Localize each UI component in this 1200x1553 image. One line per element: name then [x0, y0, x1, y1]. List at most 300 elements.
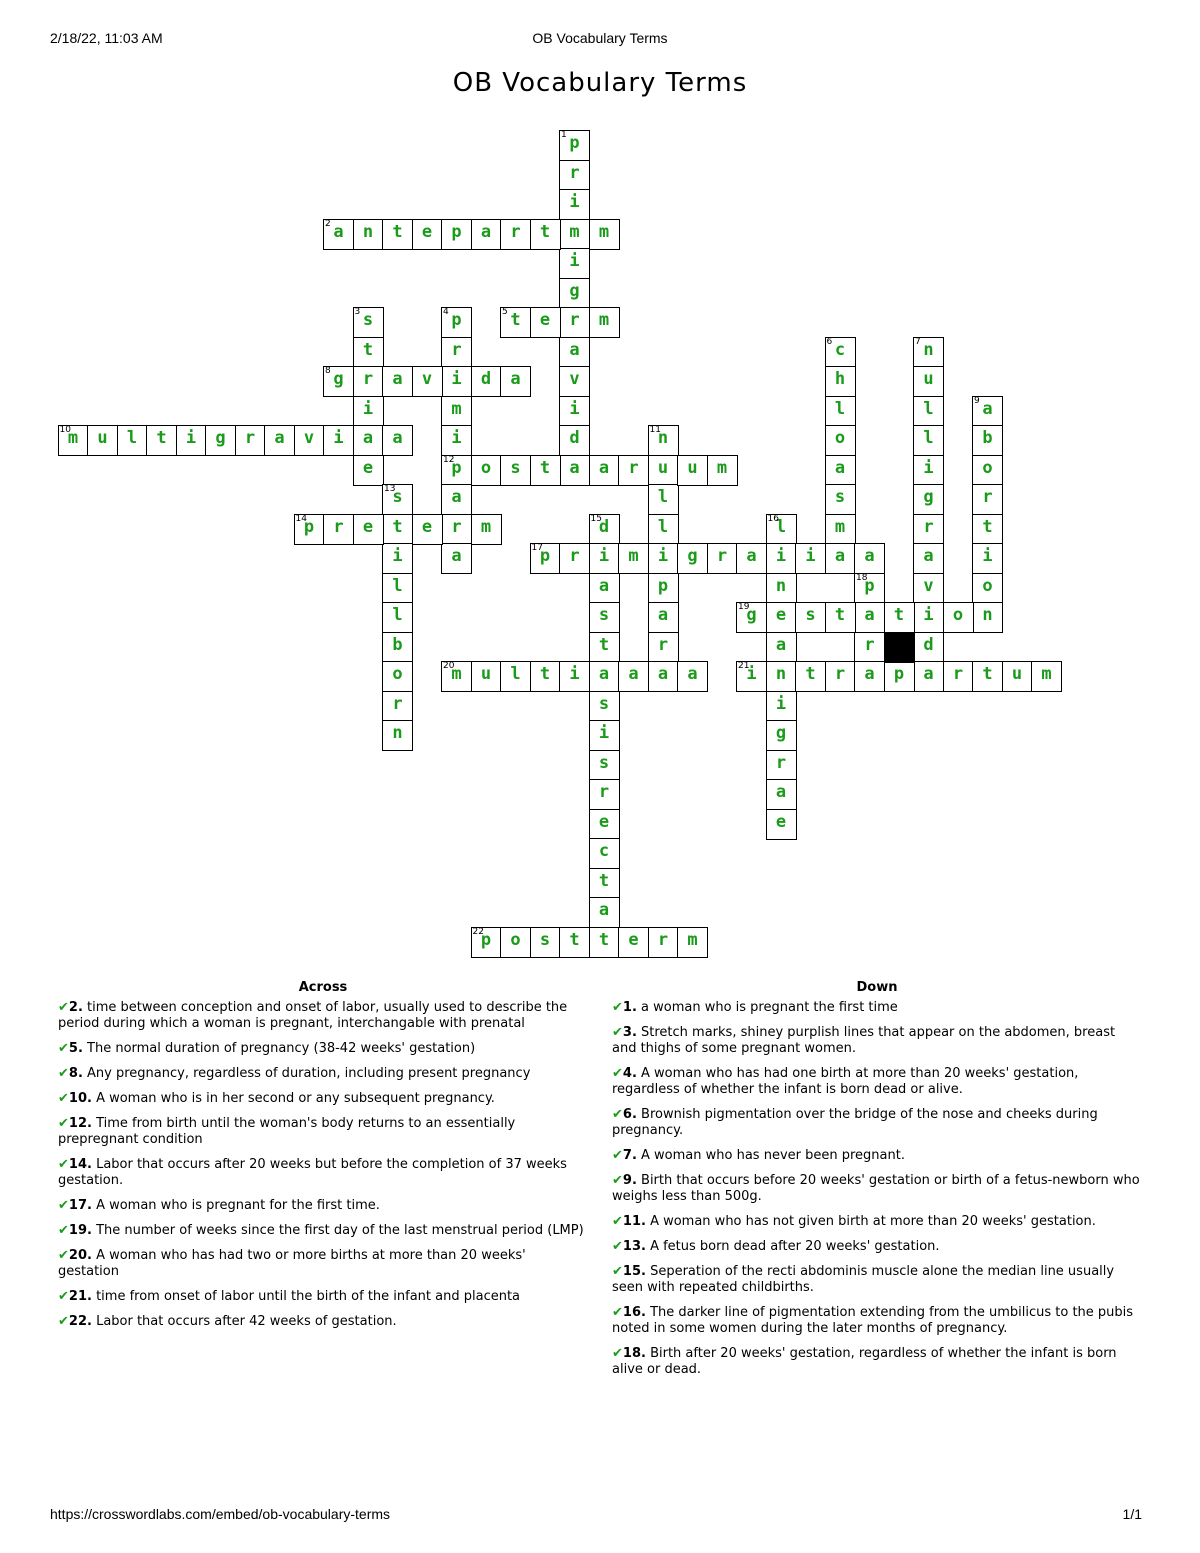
- cell-letter: l: [923, 428, 934, 448]
- grid-cell[interactable]: [589, 307, 620, 338]
- cell-letter: a: [392, 428, 403, 448]
- grid-cell[interactable]: [353, 366, 384, 397]
- grid-cell[interactable]: [382, 691, 413, 722]
- grid-cell[interactable]: [559, 130, 590, 161]
- black-cell: [884, 632, 915, 663]
- cell-letter: l: [126, 428, 138, 448]
- grid-cell[interactable]: [972, 661, 1003, 692]
- cell-letter: g: [333, 369, 344, 389]
- cell-letter: o: [480, 457, 492, 478]
- grid-cell[interactable]: [707, 455, 738, 486]
- grid-cell[interactable]: [618, 543, 649, 574]
- check-icon: ✔: [612, 1264, 623, 1279]
- grid-cell[interactable]: [825, 484, 856, 515]
- grid-cell[interactable]: [913, 514, 944, 545]
- grid-cell[interactable]: [825, 602, 856, 633]
- grid-cell[interactable]: [87, 425, 118, 456]
- cell-letter: a: [333, 221, 344, 242]
- cell-letter: a: [746, 546, 757, 566]
- grid-cell[interactable]: [648, 514, 679, 545]
- clue-text: A woman who has had two or more births at more than 20 weeks' gestation: [58, 1248, 526, 1279]
- cell-number: 3: [354, 307, 361, 317]
- grid-cell[interactable]: [264, 425, 295, 456]
- grid-cell[interactable]: [648, 455, 679, 486]
- grid-cell[interactable]: [913, 543, 944, 574]
- grid-cell[interactable]: [382, 484, 413, 515]
- grid-cell[interactable]: [441, 396, 472, 427]
- grid-cell[interactable]: [176, 425, 207, 456]
- grid-cell[interactable]: [441, 337, 472, 368]
- cell-letter: m: [67, 428, 79, 448]
- grid-cell[interactable]: [648, 661, 679, 692]
- grid-cell[interactable]: [766, 543, 797, 574]
- cell-letter: v: [421, 369, 433, 389]
- grid-cell[interactable]: [382, 366, 413, 397]
- cell-letter: t: [598, 870, 610, 891]
- clue-text: A woman who is in her second or any subsequent pregnancy.: [91, 1091, 495, 1106]
- grid-cell[interactable]: [205, 425, 236, 456]
- cell-letter: v: [569, 369, 580, 389]
- grid-cell[interactable]: [323, 366, 354, 397]
- cell-number: 16: [767, 513, 779, 524]
- cell-letter: e: [362, 516, 374, 537]
- grid-cell[interactable]: [323, 425, 354, 456]
- cell-letter: i: [805, 546, 816, 566]
- clue-number: 2.: [68, 1000, 83, 1015]
- grid-cell[interactable]: [441, 455, 472, 486]
- across-clue: [58, 1157, 588, 1189]
- cell-letter: r: [775, 752, 787, 773]
- cell-letter: a: [923, 546, 934, 566]
- print-datetime: 2/18/22, 11:03 AM: [50, 30, 163, 46]
- grid-cell[interactable]: [353, 514, 384, 545]
- grid-cell[interactable]: [589, 927, 620, 958]
- grid-cell[interactable]: [559, 278, 590, 309]
- grid-cell[interactable]: [766, 750, 797, 781]
- grid-cell[interactable]: [441, 514, 472, 545]
- cell-letter: l: [392, 605, 403, 625]
- cell-letter: r: [657, 929, 669, 950]
- grid-cell[interactable]: [589, 691, 620, 722]
- clue-number: 12.: [68, 1116, 92, 1131]
- grid-cell[interactable]: [382, 661, 413, 692]
- grid-cell[interactable]: [648, 927, 679, 958]
- grid-cell[interactable]: [736, 661, 767, 692]
- across-clue: [58, 1041, 588, 1057]
- clue-number: 3.: [622, 1025, 637, 1040]
- grid-cell[interactable]: [825, 396, 856, 427]
- cell-number: 1: [561, 130, 567, 140]
- grid-cell[interactable]: [382, 632, 413, 663]
- grid-cell[interactable]: [382, 573, 413, 604]
- grid-cell[interactable]: [589, 897, 620, 928]
- grid-cell[interactable]: [825, 425, 856, 456]
- grid-cell[interactable]: [648, 543, 679, 574]
- down-clue: [612, 1107, 1142, 1139]
- cell-letter: m: [598, 310, 610, 330]
- cell-letter: r: [451, 516, 462, 537]
- grid-cell[interactable]: [589, 661, 620, 692]
- grid-cell[interactable]: [589, 779, 620, 810]
- grid-cell[interactable]: [441, 307, 472, 338]
- cell-letter: a: [923, 664, 934, 684]
- print-page-number: 1/1: [1122, 1506, 1142, 1522]
- grid-cell[interactable]: [913, 632, 944, 663]
- grid-cell[interactable]: [353, 307, 384, 338]
- cell-letter: n: [657, 428, 669, 448]
- grid-cell[interactable]: [972, 602, 1003, 633]
- grid-cell[interactable]: [589, 750, 620, 781]
- grid-cell[interactable]: [500, 455, 531, 486]
- grid-cell[interactable]: [913, 337, 944, 368]
- grid-cell[interactable]: [559, 425, 590, 456]
- grid-cell[interactable]: [471, 927, 502, 958]
- grid-cell[interactable]: [766, 632, 797, 663]
- grid-cell[interactable]: [589, 602, 620, 633]
- cell-letter: i: [185, 428, 197, 448]
- cell-letter: t: [510, 310, 521, 330]
- grid-cell[interactable]: [795, 543, 826, 574]
- grid-cell[interactable]: [500, 366, 531, 397]
- grid-cell[interactable]: [795, 602, 826, 633]
- grid-cell[interactable]: [353, 219, 384, 250]
- cell-letter: t: [539, 664, 551, 684]
- grid-cell[interactable]: [854, 602, 885, 633]
- grid-cell[interactable]: [648, 602, 679, 633]
- cell-letter: o: [834, 428, 846, 448]
- grid-cell[interactable]: [648, 484, 679, 515]
- cell-number: 2: [325, 218, 331, 229]
- clue-text: A woman who has not given birth at more than 20 weeks' gestation.: [645, 1214, 1096, 1229]
- grid-cell[interactable]: [559, 160, 590, 191]
- cell-letter: m: [1041, 664, 1052, 684]
- grid-cell[interactable]: [589, 809, 620, 840]
- grid-cell[interactable]: [412, 514, 443, 545]
- grid-cell[interactable]: [884, 661, 915, 692]
- across-clues: [58, 980, 588, 1339]
- grid-cell[interactable]: [441, 425, 472, 456]
- cell-letter: p: [451, 457, 462, 478]
- grid-cell[interactable]: [884, 602, 915, 633]
- grid-cell[interactable]: [707, 543, 738, 574]
- grid-cell[interactable]: [913, 455, 944, 486]
- grid-cell[interactable]: [972, 425, 1003, 456]
- grid-cell[interactable]: [766, 779, 797, 810]
- cell-number: 7: [915, 336, 921, 347]
- grid-cell[interactable]: [795, 661, 826, 692]
- cell-letter: i: [451, 369, 462, 389]
- grid-cell[interactable]: [530, 455, 561, 486]
- cell-letter: i: [333, 428, 344, 448]
- check-icon: ✔: [58, 1000, 69, 1015]
- grid-cell[interactable]: [913, 425, 944, 456]
- grid-cell[interactable]: [559, 661, 590, 692]
- cell-letter: t: [392, 516, 403, 537]
- grid-cell[interactable]: [766, 809, 797, 840]
- grid-cell[interactable]: [412, 219, 443, 250]
- grid-cell[interactable]: [530, 927, 561, 958]
- grid-cell[interactable]: [589, 455, 620, 486]
- grid-cell[interactable]: [972, 396, 1003, 427]
- down-clue: [612, 1025, 1142, 1057]
- grid-cell[interactable]: [825, 661, 856, 692]
- grid-cell[interactable]: [854, 573, 885, 604]
- grid-cell[interactable]: [382, 425, 413, 456]
- grid-cell[interactable]: [766, 602, 797, 633]
- cell-number: 10: [59, 425, 71, 435]
- cell-number: 11: [649, 425, 661, 435]
- clue-number: 5.: [68, 1041, 83, 1056]
- cell-letter: a: [628, 664, 639, 684]
- grid-cell[interactable]: [559, 396, 590, 427]
- check-icon: ✔: [612, 1173, 623, 1188]
- cell-letter: d: [480, 369, 492, 389]
- grid-cell[interactable]: [913, 661, 944, 692]
- cell-letter: l: [834, 398, 846, 419]
- grid-cell[interactable]: [58, 425, 89, 456]
- grid-cell[interactable]: [825, 514, 856, 545]
- cell-letter: a: [598, 457, 610, 478]
- grid-cell[interactable]: [766, 661, 797, 692]
- grid-cell[interactable]: [382, 514, 413, 545]
- cell-letter: r: [510, 221, 521, 242]
- grid-cell[interactable]: [825, 455, 856, 486]
- cell-letter: a: [598, 664, 610, 684]
- cell-letter: r: [333, 516, 344, 537]
- cell-letter: a: [569, 339, 580, 360]
- cell-letter: c: [598, 841, 610, 861]
- grid-cell[interactable]: [500, 219, 531, 250]
- grid-cell[interactable]: [854, 632, 885, 663]
- cell-letter: a: [775, 782, 787, 802]
- cell-letter: r: [657, 634, 669, 655]
- grid-cell[interactable]: [618, 455, 649, 486]
- clue-number: 16.: [622, 1305, 646, 1320]
- cell-letter: d: [598, 516, 610, 537]
- grid-cell[interactable]: [1031, 661, 1062, 692]
- grid-cell[interactable]: [500, 927, 531, 958]
- grid-cell[interactable]: [825, 366, 856, 397]
- grid-cell[interactable]: [913, 366, 944, 397]
- grid-cell[interactable]: [972, 455, 1003, 486]
- grid-cell[interactable]: [943, 661, 974, 692]
- grid-cell[interactable]: [913, 602, 944, 633]
- cell-letter: t: [598, 634, 610, 655]
- cell-letter: r: [834, 664, 846, 684]
- cell-letter: s: [598, 693, 610, 714]
- grid-cell[interactable]: [736, 602, 767, 633]
- cell-number: 12: [443, 454, 455, 465]
- grid-cell[interactable]: [530, 661, 561, 692]
- cell-letter: m: [569, 221, 580, 242]
- cell-letter: a: [834, 457, 846, 478]
- grid-cell[interactable]: [559, 927, 590, 958]
- check-icon: ✔: [612, 1214, 623, 1229]
- cell-number: 21: [738, 661, 750, 671]
- grid-cell[interactable]: [353, 396, 384, 427]
- cell-number: 6: [826, 336, 833, 347]
- grid-cell[interactable]: [913, 396, 944, 427]
- grid-cell[interactable]: [441, 661, 472, 692]
- cell-letter: t: [893, 605, 905, 625]
- grid-cell[interactable]: [943, 602, 974, 633]
- cell-letter: g: [775, 723, 787, 743]
- grid-cell[interactable]: [559, 219, 590, 250]
- cell-letter: r: [244, 428, 256, 448]
- check-icon: ✔: [58, 1314, 69, 1329]
- cell-letter: u: [687, 457, 698, 478]
- grid-cell[interactable]: [471, 661, 502, 692]
- grid-cell[interactable]: [235, 425, 266, 456]
- grid-cell[interactable]: [412, 366, 443, 397]
- grid-cell[interactable]: [766, 691, 797, 722]
- grid-cell[interactable]: [559, 543, 590, 574]
- grid-cell[interactable]: [559, 248, 590, 279]
- grid-cell[interactable]: [500, 661, 531, 692]
- clue-text: A fetus born dead after 20 weeks' gestation.: [645, 1239, 940, 1254]
- grid-cell[interactable]: [972, 514, 1003, 545]
- grid-cell[interactable]: [382, 602, 413, 633]
- cell-letter: a: [451, 487, 462, 507]
- grid-cell[interactable]: [589, 838, 620, 869]
- cell-letter: m: [716, 457, 728, 478]
- cell-letter: d: [923, 634, 934, 655]
- grid-cell[interactable]: [353, 337, 384, 368]
- grid-cell[interactable]: [648, 425, 679, 456]
- cell-letter: t: [598, 929, 610, 950]
- grid-cell[interactable]: [323, 219, 354, 250]
- grid-cell[interactable]: [913, 573, 944, 604]
- cell-letter: e: [421, 221, 433, 242]
- grid-cell[interactable]: [471, 514, 502, 545]
- grid-cell[interactable]: [441, 543, 472, 574]
- grid-cell[interactable]: [972, 484, 1003, 515]
- across-clue: [58, 1066, 588, 1082]
- grid-cell[interactable]: [471, 455, 502, 486]
- grid-cell[interactable]: [382, 543, 413, 574]
- grid-cell[interactable]: [618, 661, 649, 692]
- grid-cell[interactable]: [589, 868, 620, 899]
- grid-cell[interactable]: [530, 543, 561, 574]
- grid-cell[interactable]: [559, 337, 590, 368]
- grid-cell[interactable]: [353, 425, 384, 456]
- grid-cell[interactable]: [854, 543, 885, 574]
- grid-cell[interactable]: [441, 219, 472, 250]
- clue-text: Birth that occurs before 20 weeks' gestation or birth of a fetus-newborn who weighs less than 500g.: [612, 1173, 1140, 1204]
- grid-cell[interactable]: [294, 514, 325, 545]
- clue-number: 8.: [68, 1066, 83, 1081]
- grid-cell[interactable]: [618, 927, 649, 958]
- cell-letter: t: [392, 221, 403, 242]
- clue-text: Time from birth until the woman's body returns to an essentially prepregnant condition: [58, 1116, 516, 1147]
- cell-letter: n: [775, 575, 787, 596]
- cell-letter: g: [569, 280, 580, 301]
- grid-cell[interactable]: [677, 543, 708, 574]
- grid-cell[interactable]: [559, 189, 590, 220]
- grid-cell[interactable]: [441, 484, 472, 515]
- cell-letter: r: [362, 369, 374, 389]
- grid-cell[interactable]: [736, 543, 767, 574]
- grid-cell[interactable]: [471, 366, 502, 397]
- cell-number: 18: [856, 572, 868, 583]
- cell-letter: a: [657, 664, 669, 684]
- cell-letter: a: [569, 457, 580, 478]
- grid-cell[interactable]: [825, 337, 856, 368]
- grid-cell[interactable]: [441, 366, 472, 397]
- grid-cell[interactable]: [589, 514, 620, 545]
- grid-cell[interactable]: [972, 573, 1003, 604]
- grid-cell[interactable]: [382, 720, 413, 751]
- cell-letter: e: [539, 310, 551, 330]
- grid-cell[interactable]: [677, 455, 708, 486]
- clue-text: Labor that occurs after 42 weeks of gestation.: [91, 1314, 397, 1329]
- grid-cell[interactable]: [648, 632, 679, 663]
- puzzle-title: OB Vocabulary Terms: [452, 68, 748, 98]
- grid-cell[interactable]: [589, 543, 620, 574]
- grid-cell[interactable]: [766, 573, 797, 604]
- grid-cell[interactable]: [589, 632, 620, 663]
- cell-letter: p: [864, 575, 875, 596]
- grid-cell[interactable]: [648, 573, 679, 604]
- cell-letter: i: [362, 398, 374, 419]
- cell-letter: a: [392, 369, 403, 389]
- clue-number: 21.: [68, 1289, 92, 1304]
- check-icon: ✔: [58, 1248, 69, 1263]
- cell-letter: i: [569, 398, 580, 419]
- grid-cell[interactable]: [589, 720, 620, 751]
- grid-cell[interactable]: [825, 543, 856, 574]
- grid-cell[interactable]: [1002, 661, 1033, 692]
- grid-cell[interactable]: [766, 720, 797, 751]
- grid-cell[interactable]: [559, 455, 590, 486]
- check-icon: ✔: [612, 1000, 623, 1015]
- grid-cell[interactable]: [913, 484, 944, 515]
- grid-cell[interactable]: [471, 219, 502, 250]
- cell-number: 20: [443, 661, 455, 671]
- grid-cell[interactable]: [677, 661, 708, 692]
- grid-cell[interactable]: [677, 927, 708, 958]
- grid-cell[interactable]: [500, 307, 531, 338]
- grid-cell[interactable]: [146, 425, 177, 456]
- grid-cell[interactable]: [117, 425, 148, 456]
- grid-cell[interactable]: [382, 219, 413, 250]
- cell-letter: r: [569, 162, 580, 183]
- grid-cell[interactable]: [854, 661, 885, 692]
- clue-number: 10.: [68, 1091, 92, 1106]
- across-clue: [58, 1289, 588, 1305]
- cell-letter: i: [569, 664, 580, 684]
- grid-cell[interactable]: [530, 219, 561, 250]
- clue-number: 18.: [622, 1346, 646, 1361]
- down-clue: [612, 1066, 1142, 1098]
- cell-letter: l: [923, 398, 934, 419]
- grid-cell[interactable]: [559, 366, 590, 397]
- cell-letter: o: [952, 605, 964, 625]
- cell-letter: a: [657, 605, 669, 625]
- grid-cell[interactable]: [353, 455, 384, 486]
- grid-cell[interactable]: [972, 543, 1003, 574]
- cell-letter: s: [539, 929, 551, 950]
- grid-cell[interactable]: [589, 573, 620, 604]
- grid-cell[interactable]: [323, 514, 354, 545]
- grid-cell[interactable]: [766, 514, 797, 545]
- grid-cell[interactable]: [294, 425, 325, 456]
- grid-cell[interactable]: [559, 307, 590, 338]
- grid-cell[interactable]: [530, 307, 561, 338]
- cell-letter: u: [657, 457, 669, 478]
- grid-cell[interactable]: [589, 219, 620, 250]
- cell-letter: u: [923, 369, 934, 389]
